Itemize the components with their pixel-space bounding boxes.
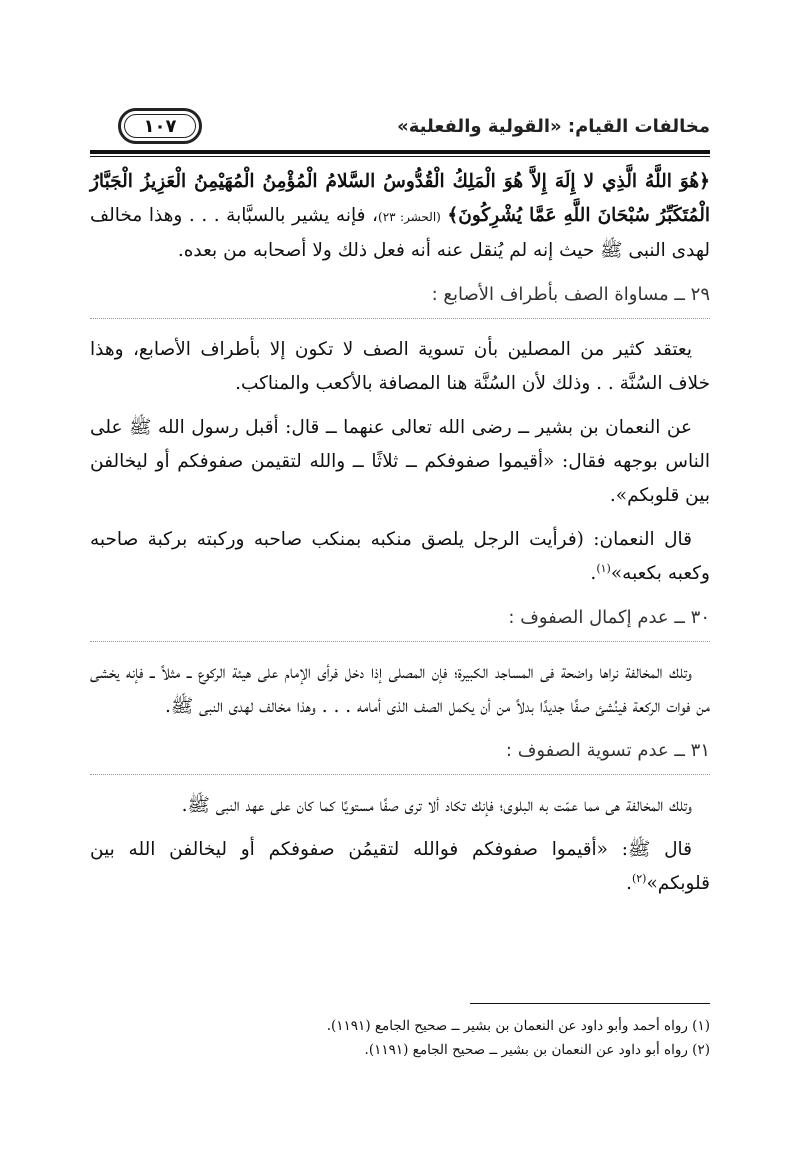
paragraph-31b <box>90 833 710 901</box>
paragraph-quran <box>90 165 710 268</box>
paragraph-29a: يعتقد كثير من المصلين بأن تسوية الصف لا تكون إلا بأطراف الأصابع، وهذا خلاف السُنَّة . . وذلك لأن السُنَّة هنا المصافة بالأكعب والمناكب. <box>90 339 710 394</box>
footnote-marker-2: (٢) <box>631 871 647 885</box>
header-rule-thin <box>90 156 710 157</box>
section-heading-31: ٣١ ــ عدم تسوية الصفوف : <box>90 734 710 775</box>
paragraph-31a: وتلك المخالفة هى مما عمّت به البلوى؛ فإنك تكاد ألا ترى صفًا مستويًا كما كان على عهد النبى ﷺ. <box>181 795 692 816</box>
paragraph-text: ، فإنه يشير بالسبَّابة . . . وهذا مخالف لهدى النبى ﷺ حيث إنه لم يُنقل عنه أنه فعل ذلك ولا أصحابه من بعده. <box>90 205 710 261</box>
paragraph-end: . <box>626 873 632 894</box>
paragraph-text: قال النعمان: (فرأيت الرجل يلصق منكبه بمنكب صاحبه وركبته بركبة صاحبه وكعبه بكعبه» <box>90 529 710 584</box>
footnote-rule <box>470 1003 710 1004</box>
section-heading-29: ٢٩ ــ مساواة الصف بأطراف الأصابع : <box>90 278 710 319</box>
paragraph-end: . <box>590 563 597 584</box>
header-rule-thick <box>90 150 710 154</box>
footnote-2: (٢) رواه أبو داود عن النعمان بن بشير ــ صحيح الجامع (١١٩١). <box>364 1042 710 1058</box>
paragraph-text: قال ﷺ: «أقيموا صفوفكم فوالله لتقيمُن صفوفكم أو ليخالفن الله بين قلوبكم» <box>90 839 710 894</box>
quran-verse: ﴿هُوَ اللَّهُ الَّذِي لا إِلَهَ إِلاَّ هُوَ الْمَلِكُ الْقُدُّوسُ السَّلامُ الْمُؤْمِنُ الْمُهَيْمِنُ الْعَزِيزُ الْجَبَّارُ الْمُتَكَبِّرُ سُبْحَانَ اللَّهِ عَمَّا يُشْرِكُونَ﴾ <box>90 171 710 226</box>
page-number: ١٠٧ <box>143 115 177 137</box>
footnotes <box>90 1014 710 1062</box>
footnote-marker-1: (١) <box>596 561 611 575</box>
page-header <box>90 104 710 148</box>
body-text <box>90 165 710 911</box>
section-heading-30: ٣٠ ــ عدم إكمال الصفوف : <box>90 601 710 642</box>
paragraph-29c <box>90 523 710 591</box>
running-title: مخالفات القيام: «القولية والفعلية» <box>397 116 710 137</box>
paragraph-30: وتلك المخالفة نراها واضحة فى المساجد الكبيرة؛ فإن المصلى إذا دخل فرأى الإمام على هيئة الركوع ــ مثلاً ــ فإنه يخشى من فوات الركعة فينُشئ صفًا جديدًا بدلاً من أن يكمل الصف الذى أمامه . . . وهذا مخالف لهدى النبى ﷺ. <box>90 662 710 717</box>
paragraph-29b: عن النعمان بن بشير ــ رضى الله تعالى عنهما ــ قال: أقبل رسول الله ﷺ على الناس بوجهه فقال: «أقيموا صفوفكم ــ ثلاثًا ــ والله لتقيمن صفوفكم أو ليخالفن بين قلوبكم». <box>90 417 710 506</box>
verse-reference: (الحشر: ٢٣) <box>378 210 441 224</box>
footnote-1: (١) رواه أحمد وأبو داود عن النعمان بن بشير ــ صحيح الجامع (١١٩١). <box>326 1018 710 1034</box>
page-number-badge <box>118 108 202 144</box>
